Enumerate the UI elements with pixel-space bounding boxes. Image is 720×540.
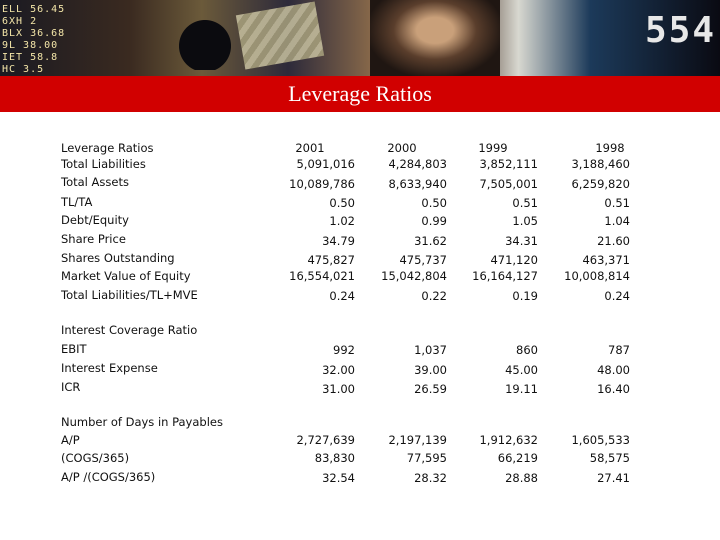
cell-value: 16,554,021 [289, 269, 355, 283]
section-heading: Number of Days in Payables [61, 415, 223, 429]
cell-value: 8,633,940 [388, 177, 447, 191]
cell-value: 16,164,127 [472, 269, 538, 283]
cell-value: 0.22 [421, 289, 447, 303]
cell-value: 19.11 [505, 382, 538, 396]
trader-photo [370, 0, 500, 76]
cell-value: 58,575 [589, 451, 630, 465]
row-label: ICR [61, 380, 81, 394]
cell-value: 6,259,820 [571, 177, 630, 191]
row-label: Total Liabilities/TL+MVE [61, 288, 198, 302]
cell-value: 0.19 [512, 289, 538, 303]
cell-value: 10,008,814 [564, 269, 630, 283]
cell-value: 7,505,001 [479, 177, 538, 191]
cell-value: 34.31 [505, 234, 538, 248]
stock-ticker-graphic: ELL 56.45 6XH 2 BLX 36.68 9L 38.00 IET 58.8 HC 3.5 [2, 4, 66, 75]
cell-value: 3,852,111 [479, 157, 538, 171]
year-header: 2001 [295, 141, 325, 155]
cell-value: 4,284,803 [388, 157, 447, 171]
cell-value: 0.50 [329, 196, 355, 210]
cell-value: 860 [516, 343, 538, 357]
row-label: Total Liabilities [61, 157, 146, 171]
cell-value: 3,188,460 [571, 157, 630, 171]
cell-value: 27.41 [597, 471, 630, 485]
row-label: Shares Outstanding [61, 251, 175, 265]
cell-value: 26.59 [414, 382, 447, 396]
cell-value: 787 [608, 343, 630, 357]
cell-value: 48.00 [597, 363, 630, 377]
cell-value: 0.24 [604, 289, 630, 303]
cell-value: 2,197,139 [388, 433, 447, 447]
cell-value: 21.60 [597, 234, 630, 248]
cell-value: 475,827 [307, 253, 355, 267]
cell-value: 463,371 [582, 253, 630, 267]
cell-value: 1,912,632 [479, 433, 538, 447]
cell-value: 992 [333, 343, 355, 357]
cell-value: 0.50 [421, 196, 447, 210]
row-label: Market Value of Equity [61, 269, 191, 283]
cell-value: 28.88 [505, 471, 538, 485]
cell-value: 0.51 [512, 196, 538, 210]
cell-value: 45.00 [505, 363, 538, 377]
cell-value: 2,727,639 [296, 433, 355, 447]
cell-value: 0.99 [421, 214, 447, 228]
digital-figures-graphic: 554 [644, 10, 716, 51]
cell-value: 39.00 [414, 363, 447, 377]
cell-value: 15,042,804 [381, 269, 447, 283]
cell-value: 66,219 [497, 451, 538, 465]
row-label: Interest Expense [61, 361, 158, 375]
cell-value: 5,091,016 [296, 157, 355, 171]
cell-value: 475,737 [399, 253, 447, 267]
row-label: Total Assets [61, 175, 129, 189]
cell-value: 77,595 [406, 451, 447, 465]
row-label: A/P [61, 433, 80, 447]
cell-value: 10,089,786 [289, 177, 355, 191]
top-hat-graphic [175, 10, 235, 70]
cell-value: 471,120 [490, 253, 538, 267]
row-label: EBIT [61, 342, 87, 356]
row-label: (COGS/365) [61, 451, 130, 465]
row-label: TL/TA [61, 195, 93, 209]
cell-value: 1.04 [604, 214, 630, 228]
year-header: 1999 [478, 141, 508, 155]
title-bar [0, 76, 720, 112]
year-header: 1998 [595, 141, 625, 155]
cell-value: 31.00 [322, 382, 355, 396]
cell-value: 31.62 [414, 234, 447, 248]
section-heading: Interest Coverage Ratio [61, 323, 198, 337]
cell-value: 0.24 [329, 289, 355, 303]
header-banner-image [0, 0, 720, 76]
cell-value: 0.51 [604, 196, 630, 210]
cell-value: 32.54 [322, 471, 355, 485]
cell-value: 28.32 [414, 471, 447, 485]
cell-value: 34.79 [322, 234, 355, 248]
cell-value: 16.40 [597, 382, 630, 396]
row-label: Leverage Ratios [61, 141, 154, 155]
row-label: A/P /(COGS/365) [61, 470, 156, 484]
cell-value: 1,037 [414, 343, 447, 357]
row-label: Share Price [61, 232, 126, 246]
page-title: Leverage Ratios [288, 81, 432, 106]
row-label: Debt/Equity [61, 213, 129, 227]
cell-value: 83,830 [314, 451, 355, 465]
cell-value: 1.02 [329, 214, 355, 228]
dollar-bills-graphic [236, 1, 324, 69]
year-header: 2000 [387, 141, 417, 155]
cell-value: 32.00 [322, 363, 355, 377]
cell-value: 1,605,533 [571, 433, 630, 447]
cell-value: 1.05 [512, 214, 538, 228]
